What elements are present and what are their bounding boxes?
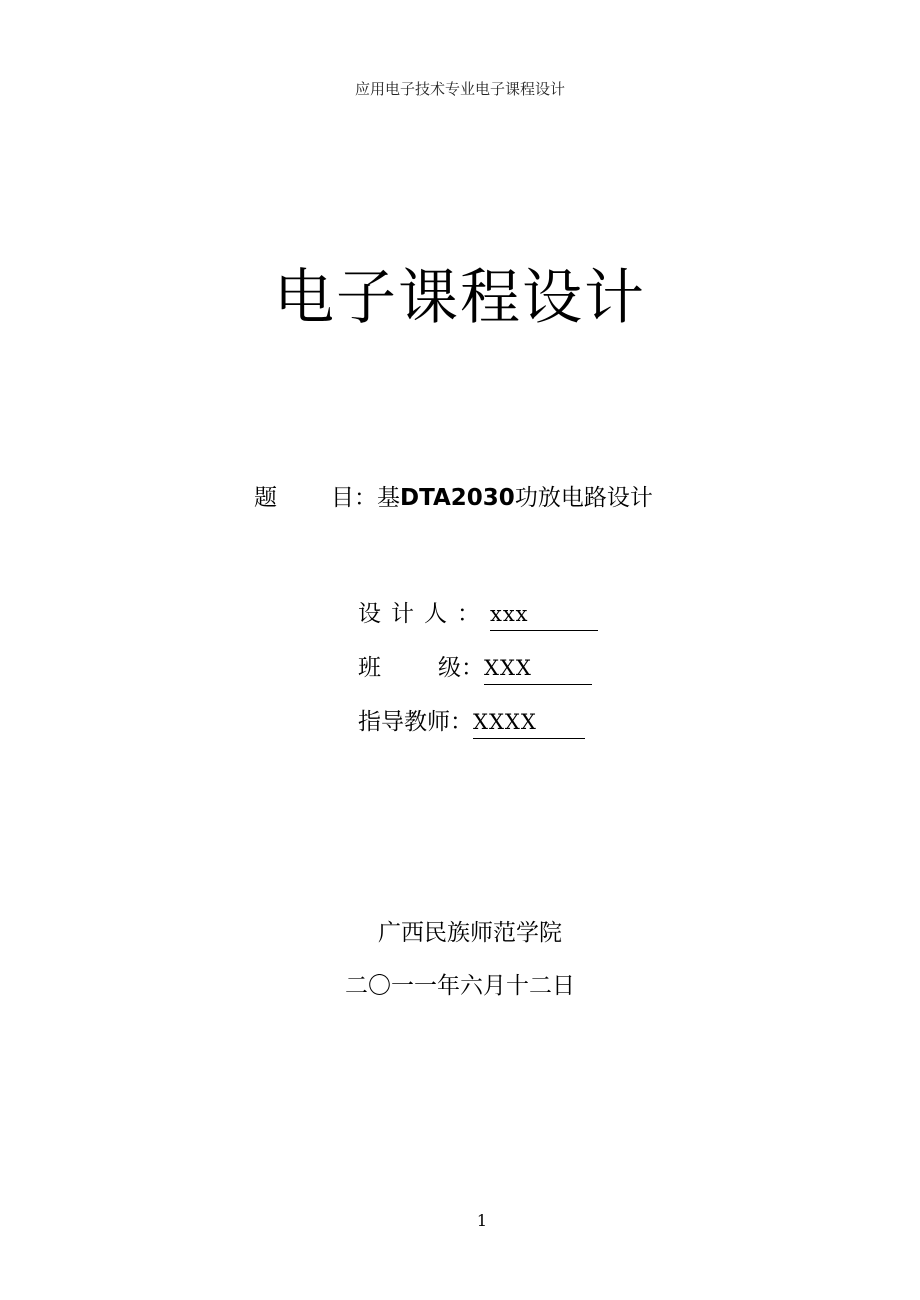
- topic-label-part2: 目：: [331, 485, 377, 511]
- advisor-row: [358, 706, 585, 739]
- advisor-label: 指导教师：: [358, 709, 473, 735]
- running-header: 应用电子技术专业电子课程设计: [354, 80, 565, 98]
- topic-title-prefix: 基: [377, 485, 400, 511]
- designer-label: 设计人：: [358, 601, 490, 627]
- topic-line: [254, 482, 653, 514]
- topic-title-code: DTA2030: [400, 485, 515, 511]
- class-label: [358, 652, 484, 684]
- class-row: [358, 652, 592, 685]
- topic-title-suffix: 功放电路设计: [514, 485, 653, 511]
- cover-title: 电子课程设计: [274, 263, 646, 333]
- designer-value: xxx: [490, 598, 598, 631]
- class-label-part1: 班: [358, 655, 381, 681]
- cover-date: 二〇一一年六月十二日: [345, 973, 575, 999]
- page-number: 1: [476, 1211, 488, 1230]
- class-value: XXX: [484, 652, 592, 685]
- topic-label-part1: 题: [254, 485, 277, 511]
- class-label-part2: 级：: [438, 655, 484, 681]
- advisor-value: XXXX: [473, 706, 585, 739]
- school-name: 广西民族师范学院: [378, 920, 562, 946]
- designer-row: [358, 598, 598, 631]
